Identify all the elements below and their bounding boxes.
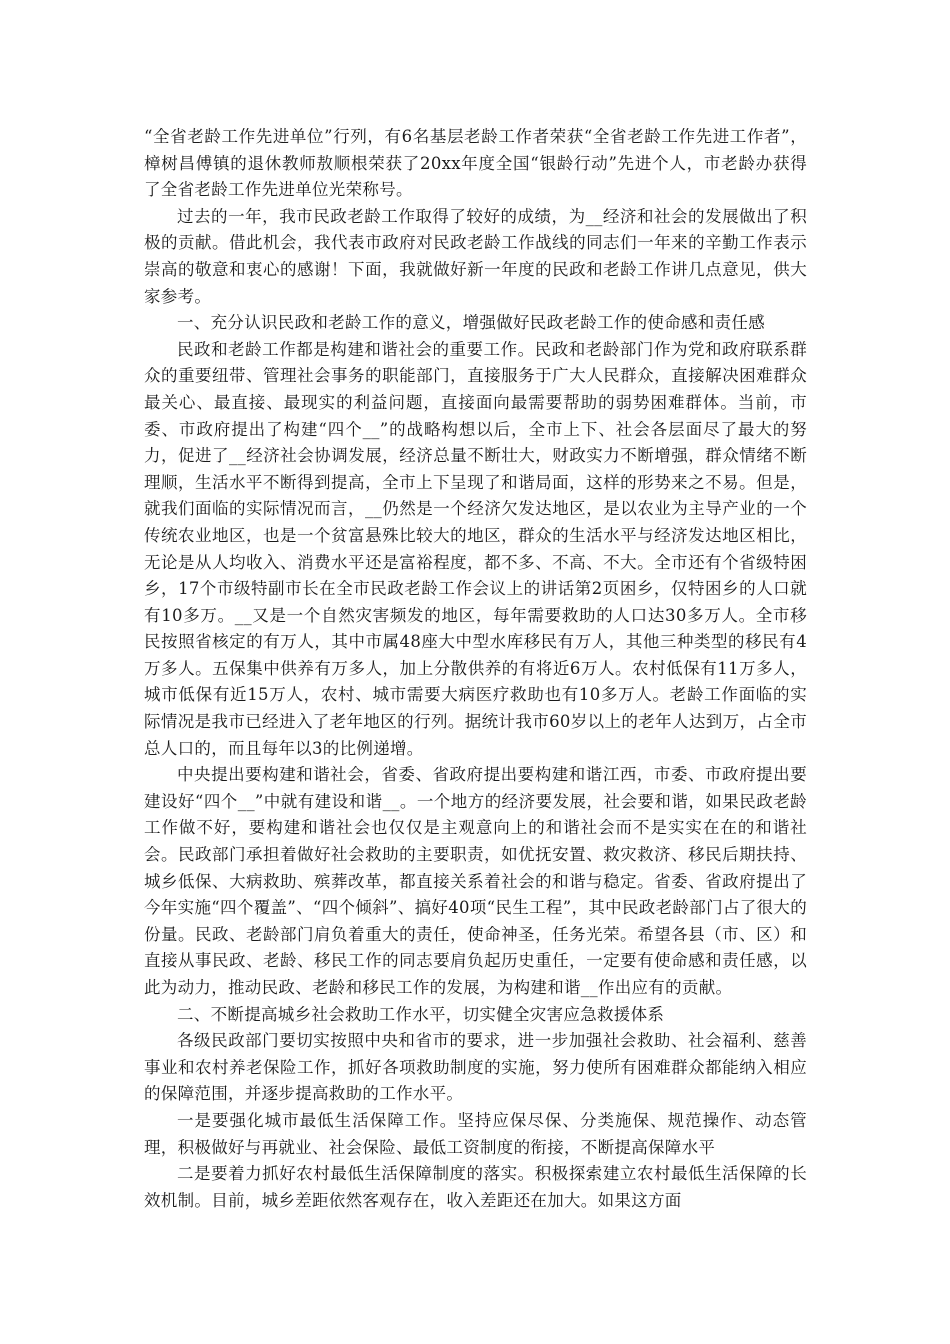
section-heading-1: 一、充分认识民政和老龄工作的意义，增强做好民政老龄工作的使命感和责任感 [177, 313, 765, 333]
paragraph-1: “全省老龄工作先进单位”行列，有6名基层老龄工作者荣获“全省老龄工作先进工作者”，樟树昌傅镇的退休教师敖顺根荣获了20xx年度全国“银龄行动”先进个人，市老龄办获得了全省老龄工作先进单位光荣称号。 [144, 127, 807, 200]
section-heading-2: 二、不断提高城乡社会救助工作水平，切实健全灾害应急救援体系 [177, 1004, 665, 1024]
paragraph-5: 各级民政部门要切实按照中央和省市的要求，进一步加强社会救助、社会福利、慈善事业和农村养老保险工作，抓好各项救助制度的实施，努力使所有困难群众都能纳入相应的保障范围，并逐步提高救助的工作水平。 [144, 1031, 807, 1104]
paragraph-6: 一是要强化城市最低生活保障工作。坚持应保尽保、分类施保、规范操作、动态管理，积极做好与再就业、社会保险、最低工资制度的衔接，不断提高保障水平 [144, 1110, 807, 1157]
paragraph-3: 民政和老龄工作都是构建和谐社会的重要工作。民政和老龄部门作为党和政府联系群众的重要纽带、管理社会事务的职能部门，直接服务于广大人民群众，直接解决困难群众最关心、最直接、最现实的利益问题，直接面向最需要帮助的弱势困难群体。当前，市委、市政府提出了构建“四个__”的战略构想以后，全市上下、社会各层面尽了最大的努力，促进了__经济社会协调发展，经济总量不断壮大，财政实力不断增强，群众情绪不断理顺，生活水平不断得到提高，全市上下呈现了和谐局面，这样的形势来之不易。但是，就我们面临的实际情况而言，__仍然是一个经济欠发达地区，是以农业为主导产业的一个传统农业地区，也是一个贫富悬殊比较大的地区，群众的生活水平与经济发达地区相比，无论是从人均收入、消费水平还是富裕程度，都不多、不高、不大。全市还有个省级特困乡，17个市级特副市长在全市民政老龄工作会议上的讲话第2页困乡，仅特困乡的人口就有10多万。__又是一个自然灾害频发的地区，每年需要救助的人口达30多万人。全市移民按照省核定的有万人，其中市属48座大中型水库移民有万人，其他三种类型的移民有4万多人。五保集中供养有万多人，加上分散供养的有将近6万人。农村低保有11万多人，城市低保有近15万人，农村、城市需要大病医疗救助也有10多万人。老龄工作面临的实际情况是我市已经进入了老年地区的行列。据统计我市60岁以上的老年人达到万，占全市总人口的，而且每年以3的比例递增。 [144, 339, 807, 758]
paragraph-4: 中央提出要构建和谐社会，省委、省政府提出要构建和谐江西，市委、市政府提出要建设好“四个__”中就有建设和谐__。一个地方的经济要发展，社会要和谐，如果民政老龄工作做不好，要构建和谐社会也仅仅是主观意向上的和谐社会而不是实实在在的和谐社会。民政部门承担着做好社会救助的主要职责，如优抚安置、救灾救济、移民后期扶持、城乡低保、大病救助、殡葬改革，都直接关系着社会的和谐与稳定。省委、省政府提出了今年实施“四个覆盖”、“四个倾斜”、搞好40项“民生工程”，其中民政老龄部门占了很大的份量。民政、老龄部门肩负着重大的责任，使命神圣，任务光荣。希望各县（市、区）和直接从事民政、老龄、移民工作的同志要肩负起历史重任，一定要有使命感和责任感，以此为动力，推动民政、老龄和移民工作的发展，为构建和谐__作出应有的贡献。 [144, 765, 807, 997]
paragraph-7: 二是要着力抓好农村最低生活保障制度的落实。积极探索建立农村最低生活保障的长效机制。目前，城乡差距依然客观存在，收入差距还在加大。如果这方面 [144, 1164, 807, 1210]
document-body [144, 124, 807, 1214]
paragraph-2: 过去的一年，我市民政老龄工作取得了较好的成绩，为__经济和社会的发展做出了积极的贡献。借此机会，我代表市政府对民政老龄工作战线的同志们一年来的辛勤工作表示崇高的敬意和衷心的感谢！下面，我就做好新一年度的民政和老龄工作讲几点意见，供大家参考。 [144, 206, 807, 306]
